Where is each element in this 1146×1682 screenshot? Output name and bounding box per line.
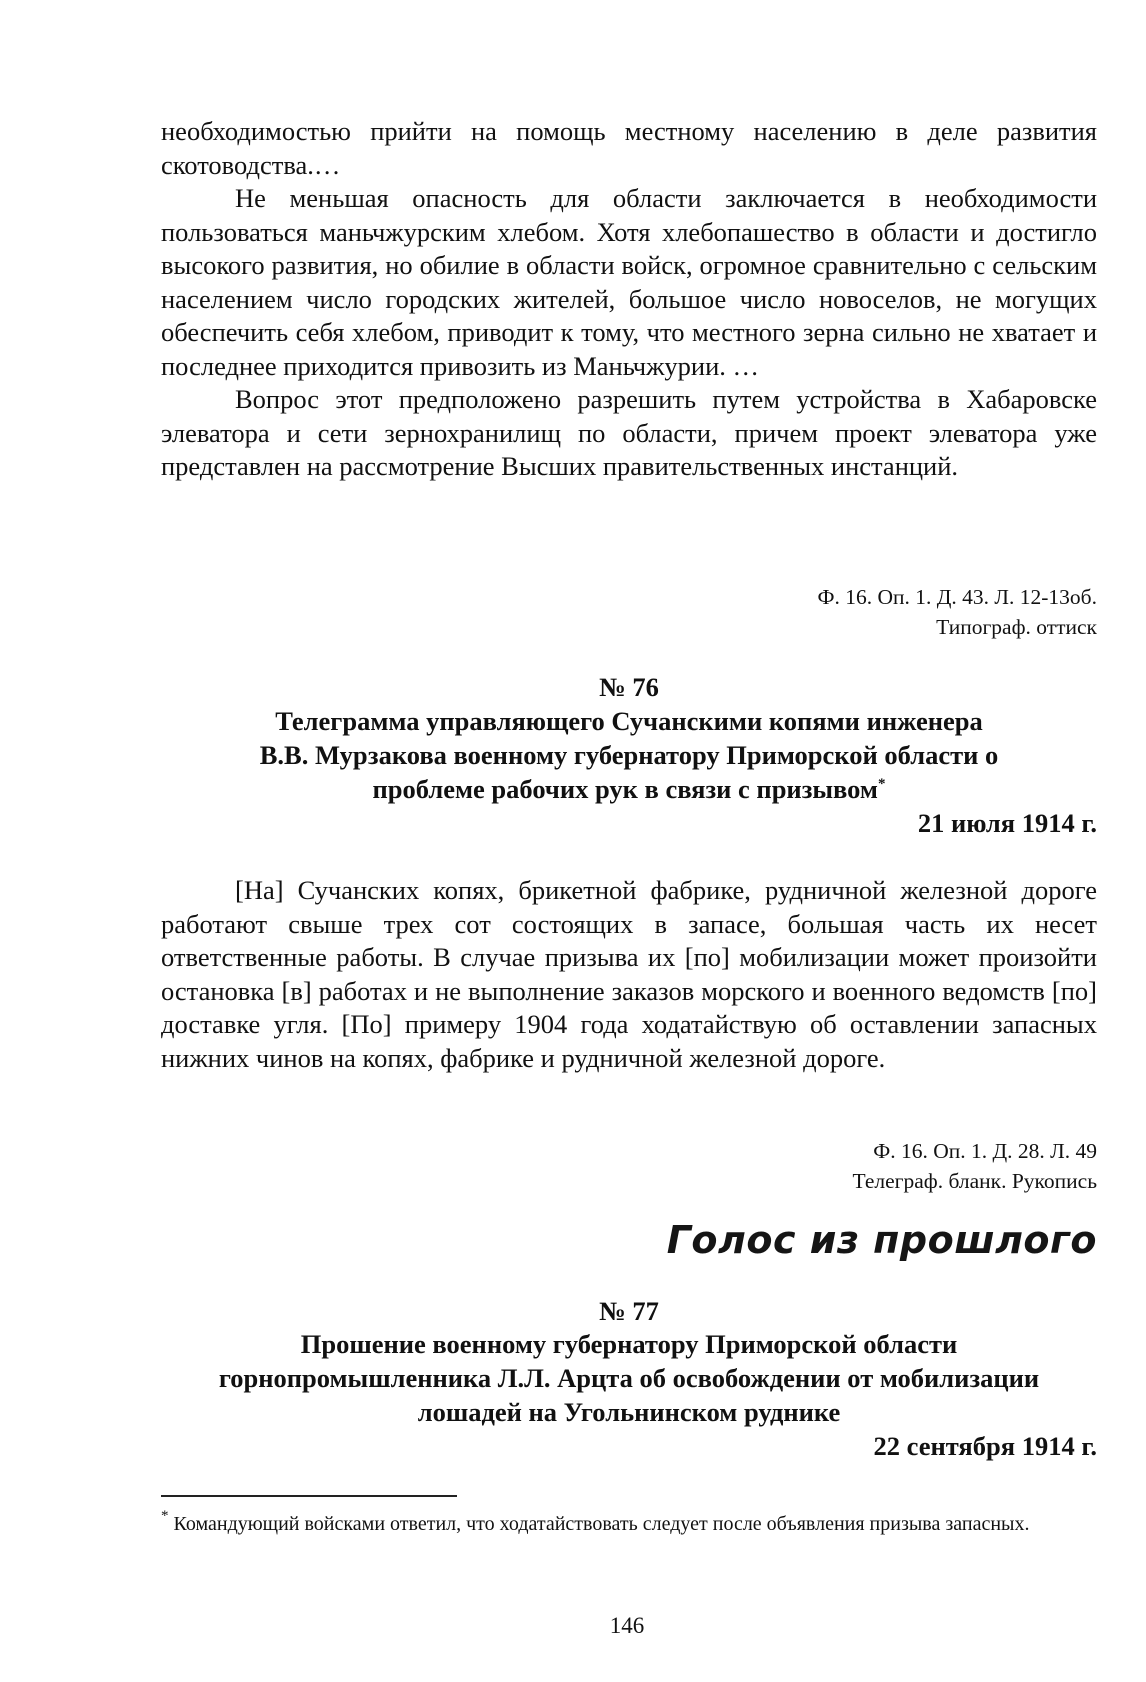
doc77-date: 22 сентября 1914 г. xyxy=(873,1431,1097,1461)
doc76-date: 21 июля 1914 г. xyxy=(917,808,1097,838)
doc77-title-line3: лошадей на Угольнинском руднике xyxy=(417,1397,841,1427)
opening-text xyxy=(161,115,1097,484)
archive-reference-1-line2: Типограф. оттиск xyxy=(936,615,1097,639)
footnote xyxy=(161,1510,1097,1539)
paragraph-3: Вопрос этот предположено разрешить путем устройства в Хабаровске элеватора и сети зернохранилищ по области, причем проект элеватора уже представлен на рассмотрение Высших правительственных инстанций. xyxy=(161,384,1097,481)
archive-reference-2-line1: Ф. 16. Оп. 1. Д. 28. Л. 49 xyxy=(873,1139,1097,1163)
archive-reference-2 xyxy=(853,1136,1097,1196)
doc76-title-line1: Телеграмма управляющего Сучанскими копями инженера xyxy=(275,706,983,736)
archive-reference-2-line2: Телеграф. бланк. Рукопись xyxy=(852,1169,1097,1193)
footnote-divider xyxy=(161,1495,457,1497)
archive-reference-1 xyxy=(818,582,1098,642)
newspaper-stamp: Голос из прошлого xyxy=(666,1218,1097,1262)
doc76-title-line2: В.В. Мурзакова военному губернатору Приморской области о xyxy=(259,740,999,770)
paragraph-2: Не меньшая опасность для области заключается в необходимости пользоваться маньчжурским хлебом. Хотя хлебопашество в области и достигло высокого развития, но обилие в области войск, огромное сравнительно с сельским населением число городских жителей, большое число новоселов, не могущих обеспечить себя хлебом, приводит к тому, что местного зерна сильно не хватает и последнее приходится привозить из Маньчжурии. … xyxy=(161,183,1097,381)
doc76-title-line3: проблеме рабочих рук в связи с призывом* xyxy=(372,774,886,804)
page-number: 146 xyxy=(609,1613,645,1638)
archive-reference-1-line1: Ф. 16. Оп. 1. Д. 43. Л. 12-13об. xyxy=(817,585,1097,609)
footnote-text: Командующий войсками ответил, что ходатайствовать следует после объявления призыва запасных. xyxy=(168,1513,1030,1535)
doc76-number: № 76 xyxy=(599,672,659,702)
doc76-title xyxy=(161,704,1097,806)
footnote-mark-bottom: * xyxy=(161,1508,169,1524)
footnote-mark: * xyxy=(877,776,886,792)
paragraph-1: необходимостью прийти на помощь местному населению в деле развития скотоводства.… xyxy=(161,116,1097,180)
doc76-body: [На] Сучанских копях, брикетной фабрике, рудничной железной дороге работают свыше трех сот состоящих в запасе, большая часть их несет ответственные работы. В случае призыва их [по] мобилизации может произойти остановка [в] работах и не выполнение заказов морского и военного ведомств [по] доставке угля. [По] примеру 1904 года ходатайствую об оставлении запасных нижних чинов на копях, фабрике и рудничной железной дороге. xyxy=(161,875,1097,1073)
doc76-body-block xyxy=(161,874,1097,1075)
doc77-title xyxy=(161,1327,1097,1429)
doc77-title-line2: горнопромышленника Л.Л. Арцта об освобождении от мобилизации xyxy=(218,1363,1040,1393)
doc77-number: № 77 xyxy=(599,1296,659,1326)
doc77-title-line1: Прошение военному губернатору Приморской области xyxy=(300,1329,958,1359)
